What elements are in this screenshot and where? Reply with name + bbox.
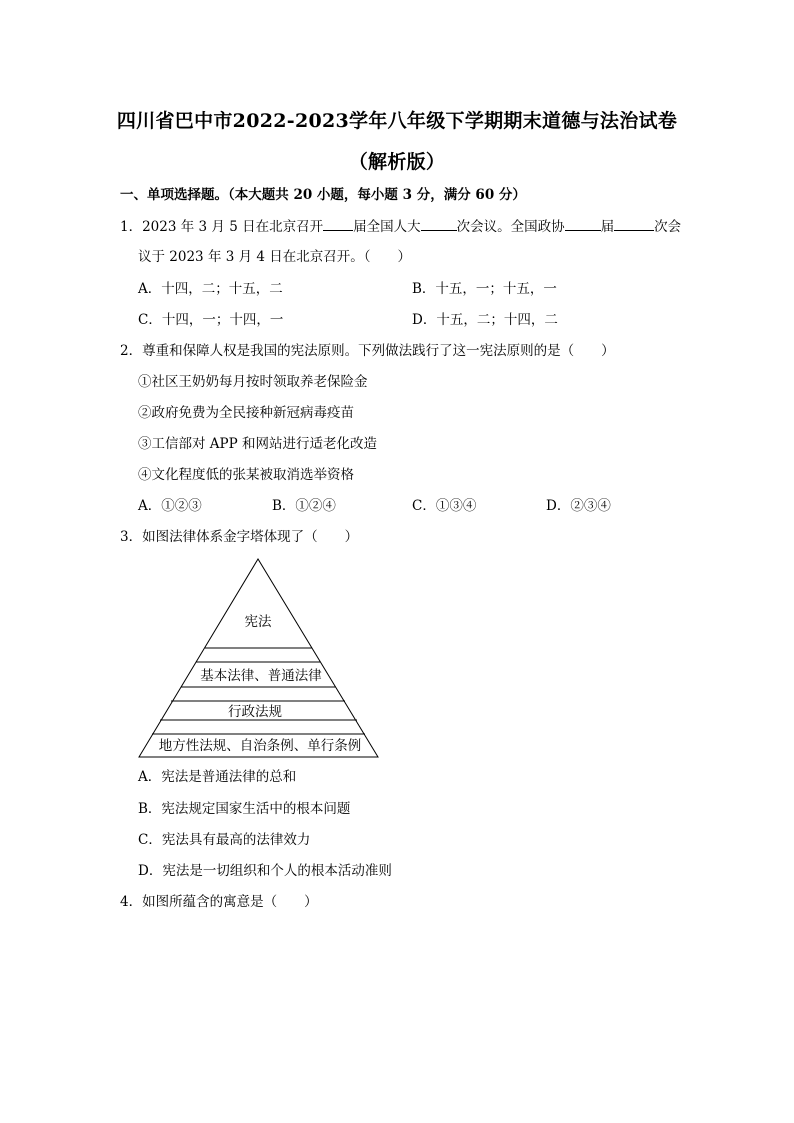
q1-stem-part: 届 — [600, 219, 615, 235]
pyramid-outline — [139, 559, 378, 757]
q1-option-d[interactable]: D．十五，二；十四，二 — [412, 312, 558, 328]
q2-option-d[interactable]: D．②③④ — [546, 498, 611, 514]
q2-option-c[interactable]: C．①③④ — [412, 498, 477, 514]
q3-option-c[interactable]: C．宪法具有最高的法律效力 — [138, 832, 311, 848]
answer-blank — [565, 217, 601, 231]
q2-stem: 2．尊重和保障人权是我国的宪法原则。下列做法践行了这一宪法原则的是（ ） — [120, 343, 615, 359]
q3-option-d[interactable]: D．宪法是一切组织和个人的根本活动准则 — [138, 863, 392, 879]
q4-stem: 4．如图所蕴含的寓意是（ ） — [120, 894, 318, 910]
q1-option-b[interactable]: B．十五，一；十五，一 — [412, 281, 557, 297]
q1-stem-part: 1．2023 年 3 月 5 日在北京召开 — [120, 219, 324, 235]
q1-option-c[interactable]: C．十四，一；十四，一 — [138, 312, 284, 328]
q2-item-1: ①社区王奶奶每月按时领取养老保险金 — [138, 374, 368, 390]
q2-option-a[interactable]: A．①②③ — [138, 498, 202, 514]
answer-blank — [614, 217, 654, 231]
exam-title: 四川省巴中市2022-2023学年八年级下学期期末道德与法治试卷 — [116, 110, 678, 132]
q1-stem-part: 次会 — [654, 219, 682, 235]
q1-option-a[interactable]: A．十四，二；十五，二 — [138, 281, 283, 297]
q3-option-b[interactable]: B．宪法规定国家生活中的根本问题 — [138, 801, 351, 817]
answer-blank — [421, 217, 457, 231]
q3-option-a[interactable]: A．宪法是普通法律的总和 — [138, 769, 297, 785]
q3-stem: 3．如图法律体系金字塔体现了（ ） — [120, 529, 359, 545]
q1-stem-part: 次会议。全国政协 — [456, 219, 565, 235]
answer-blank — [323, 217, 353, 231]
q2-option-b[interactable]: B．①②④ — [272, 498, 336, 514]
section-heading: 一、单项选择题。（本大题共 20 小题，每小题 3 分，满分 60 分） — [120, 187, 526, 203]
exam-subtitle: （解析版） — [348, 151, 446, 173]
pyramid-label-constitution: 宪法 — [244, 614, 272, 630]
pyramid-label-local-regs: 地方性法规、自治条例、单行条例 — [158, 738, 362, 754]
q2-item-4: ④文化程度低的张某被取消选举资格 — [138, 467, 354, 483]
q1-stem-part: 届全国人大 — [353, 219, 421, 235]
q2-item-3: ③工信部对 APP 和网站进行适老化改造 — [138, 436, 377, 452]
q1-stem-line2: 议于 2023 年 3 月 4 日在北京召开。（ ） — [138, 249, 412, 265]
pyramid-label-admin-regs: 行政法规 — [228, 704, 282, 720]
pyramid-label-basic-laws: 基本法律、普通法律 — [200, 668, 322, 684]
q1-stem-line1 — [120, 217, 681, 236]
q2-item-2: ②政府免费为全民接种新冠病毒疫苗 — [138, 405, 354, 421]
